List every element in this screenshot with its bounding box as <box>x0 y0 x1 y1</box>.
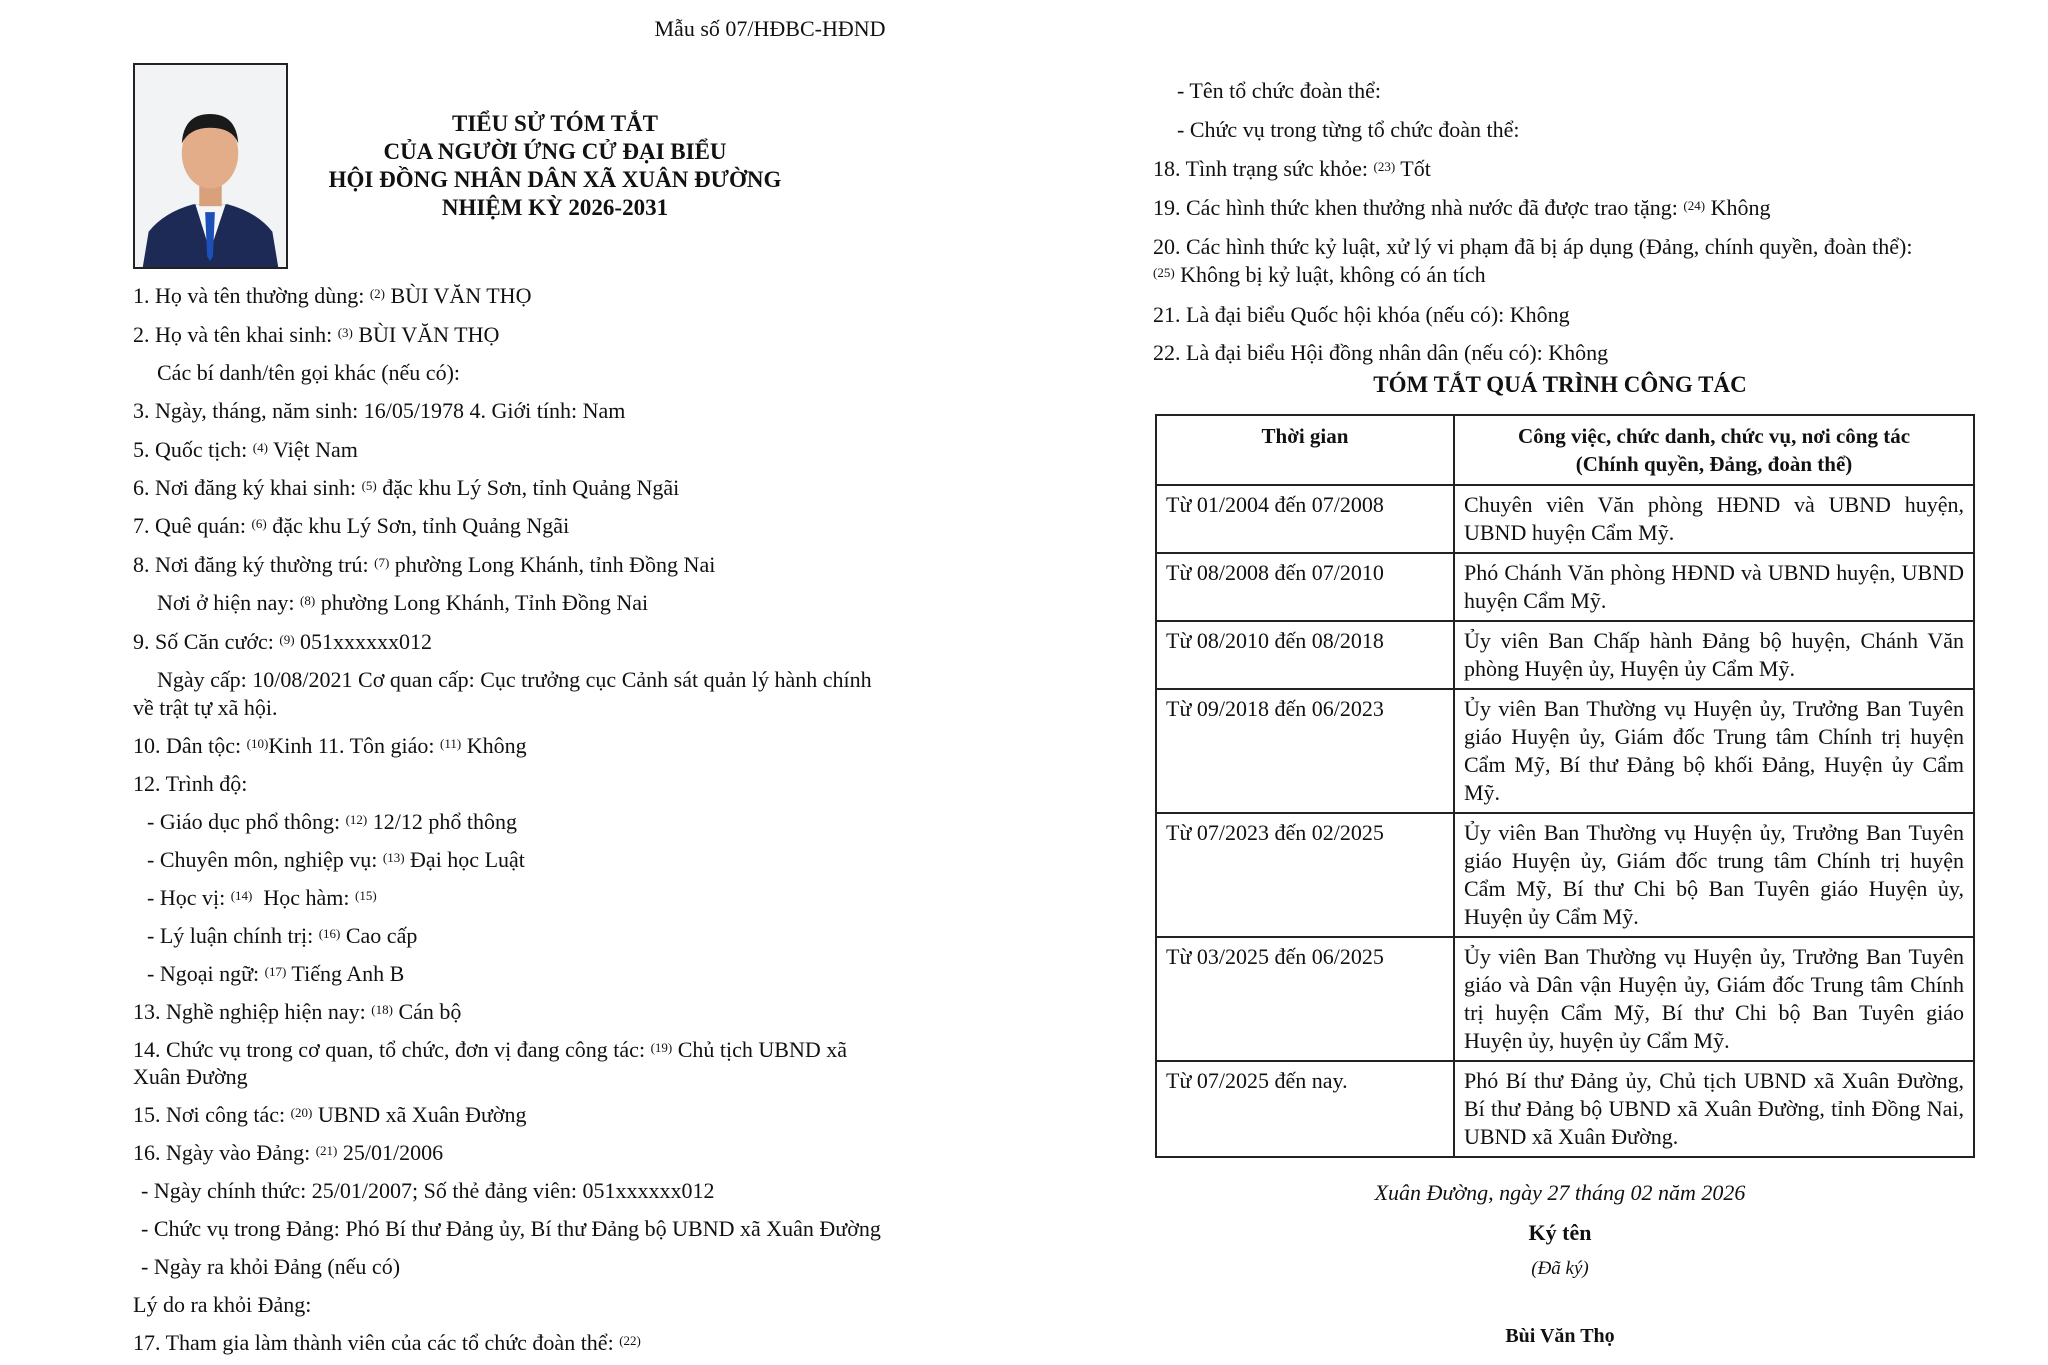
field-party-position: - Chức vụ trong Đảng: Phó Bí thư Đảng ủy, Bí thư Đảng bộ UBND xã Xuân Đường <box>141 1216 881 1241</box>
signature-place-date: Xuân Đường, ngày 27 tháng 02 năm 2026 <box>1374 1180 1746 1205</box>
work-history-table <box>1155 414 1975 1158</box>
table-row <box>1156 553 1974 621</box>
signature-note: (Đã ký) <box>1531 1258 1589 1279</box>
field-foreign-language: - Ngoại ngữ: $^{(17)}$ Tiếng Anh B <box>147 961 405 986</box>
header-description: Công việc, chức danh, chức vụ, nơi công tác (Chính quyền, Đảng, đoàn thể) <box>1454 415 1974 485</box>
table-row <box>1156 485 1974 553</box>
field-birth-name: 2. Họ và tên khai sinh: $^{(3)}$ BÙI VĂN THỌ <box>133 322 500 347</box>
field-birthdate-gender: 3. Ngày, tháng, năm sinh: 16/05/1978 4. Giới tính: Nam <box>133 398 626 423</box>
field-discipline: 20. Các hình thức kỷ luật, xử lý vi phạm đã bị áp dụng (Đảng, chính quyền, đoàn thể): <box>1153 234 1913 259</box>
table-row <box>1156 689 1974 813</box>
field-common-name: 1. Họ và tên thường dùng: $^{(2)}$ BÙI VĂN THỌ <box>133 283 532 308</box>
row-period: Từ 01/2004 đến 07/2008 <box>1156 485 1454 553</box>
signature-name: Bùi Văn Thọ <box>1505 1325 1615 1347</box>
title-line: NHIỆM KỲ 2026-2031 <box>441 195 669 220</box>
row-period: Từ 07/2025 đến nay. <box>1156 1061 1454 1157</box>
title-line: HỘI ĐỒNG NHÂN DÂN XÃ XUÂN ĐƯỜNG <box>328 167 782 192</box>
title-line: CỦA NGƯỜI ỨNG CỬ ĐẠI BIỂU <box>383 139 727 164</box>
form-code: Mẫu số 07/HĐBC-HĐND <box>654 16 886 41</box>
field-awards: 19. Các hình thức khen thưởng nhà nước đã được trao tặng: $^{(24)}$ Không <box>1153 195 1771 220</box>
row-description: Ủy viên Ban Thường vụ Huyện ủy, Trưởng Ban Tuyên giáo Huyện ủy, Giám đốc Trung tâm Chính trị huyện Cẩm Mỹ, Bí thư Đảng bộ khối Đảng, Huyện ủy Cẩm Mỹ. <box>1454 689 1974 813</box>
table-row <box>1156 1061 1974 1157</box>
field-party-official-date: - Ngày chính thức: 25/01/2007; Số thẻ đảng viên: 051xxxxxx012 <box>141 1178 715 1203</box>
row-period: Từ 03/2025 đến 06/2025 <box>1156 937 1454 1061</box>
field-id-issue: Ngày cấp: 10/08/2021 Cơ quan cấp: Cục trưởng cục Cảnh sát quản lý hành chính <box>157 667 872 692</box>
field-organization-name: - Tên tổ chức đoàn thể: <box>1177 78 1381 103</box>
field-ethnicity-religion: 10. Dân tộc: $^{(10)}$Kinh 11. Tôn giáo: $^{(11)}$ Không <box>133 733 527 758</box>
field-organization-role: - Chức vụ trong từng tổ chức đoàn thể: <box>1177 117 1520 142</box>
field-education: 12. Trình độ: <box>133 771 248 796</box>
field-degree: - Học vị: $^{(14)}$ Học hàm: $^{(15)}$ <box>147 885 377 910</box>
field-national-assembly: 21. Là đại biểu Quốc hội khóa (nếu có): Không <box>1153 302 1570 327</box>
portrait-image <box>135 65 286 267</box>
header-period: Thời gian <box>1156 415 1454 485</box>
field-occupation: 13. Nghề nghiệp hiện nay: $^{(18)}$ Cán bộ <box>133 999 462 1024</box>
field-id-number: 9. Số Căn cước: $^{(9)}$ 051xxxxxx012 <box>133 629 433 654</box>
field-position: 14. Chức vụ trong cơ quan, tổ chức, đơn vị đang công tác: $^{(19)}$ Chủ tịch UBND xã <box>133 1037 847 1062</box>
field-current-residence: Nơi ở hiện nay: $^{(8)}$ phường Long Khánh, Tỉnh Đồng Nai <box>157 590 649 615</box>
row-description: Ủy viên Ban Chấp hành Đảng bộ huyện, Chánh Văn phòng Huyện ủy, Huyện ủy Cẩm Mỹ. <box>1454 621 1974 689</box>
row-description: Phó Bí thư Đảng ủy, Chủ tịch UBND xã Xuân Đường, Bí thư Đảng bộ UBND xã Xuân Đường, tỉnh Đồng Nai, UBND xã Xuân Đường. <box>1454 1061 1974 1157</box>
row-description: Chuyên viên Văn phòng HĐND và UBND huyện, UBND huyện Cẩm Mỹ. <box>1454 485 1974 553</box>
field-party-leave-reason: Lý do ra khỏi Đảng: <box>133 1292 312 1317</box>
field-specialty: - Chuyên môn, nghiệp vụ: $^{(13)}$ Đại học Luật <box>147 847 525 872</box>
field-permanent-residence: 8. Nơi đăng ký thường trú: $^{(7)}$ phường Long Khánh, tỉnh Đồng Nai <box>133 552 716 577</box>
field-party-leave-date: - Ngày ra khỏi Đảng (nếu có) <box>141 1254 401 1279</box>
field-birth-registration: 6. Nơi đăng ký khai sinh: $^{(5)}$ đặc khu Lý Sơn, tỉnh Quảng Ngãi <box>133 475 680 500</box>
table-header-row <box>1156 415 1974 485</box>
field-general-education: - Giáo dục phổ thông: $^{(12)}$ 12/12 phổ thông <box>147 809 517 834</box>
row-description: Phó Chánh Văn phòng HĐND và UBND huyện, UBND huyện Cẩm Mỹ. <box>1454 553 1974 621</box>
field-discipline-value: $^{(25)}$ Không bị kỷ luật, không có án tích <box>1153 262 1486 287</box>
row-period: Từ 08/2010 đến 08/2018 <box>1156 621 1454 689</box>
row-period: Từ 09/2018 đến 06/2023 <box>1156 689 1454 813</box>
work-history-title: TÓM TẮT QUÁ TRÌNH CÔNG TÁC <box>1373 372 1747 397</box>
document-title <box>300 110 810 222</box>
row-period: Từ 08/2008 đến 07/2010 <box>1156 553 1454 621</box>
field-political-theory: - Lý luận chính trị: $^{(16)}$ Cao cấp <box>147 923 418 948</box>
field-organizations: 17. Tham gia làm thành viên của các tổ chức đoàn thể: $^{(22)}$ <box>133 1330 641 1355</box>
field-hometown: 7. Quê quán: $^{(6)}$ đặc khu Lý Sơn, tỉnh Quảng Ngãi <box>133 513 570 538</box>
candidate-photo <box>133 63 288 269</box>
field-nationality: 5. Quốc tịch: $^{(4)}$ Việt Nam <box>133 437 358 462</box>
table-row <box>1156 937 1974 1061</box>
table-row <box>1156 813 1974 937</box>
title-line: TIỂU SỬ TÓM TẮT <box>452 111 658 136</box>
field-id-issue-cont: về trật tự xã hội. <box>133 695 278 720</box>
row-description: Ủy viên Ban Thường vụ Huyện ủy, Trưởng Ban Tuyên giáo và Dân vận Huyện ủy, Giám đốc Trung tâm Chính trị huyện Cẩm Mỹ, Bí thư Chi bộ Ban Tuyên giáo Huyện ủy, huyện ủy Cẩm Mỹ. <box>1454 937 1974 1061</box>
field-aliases: Các bí danh/tên gọi khác (nếu có): <box>157 360 461 385</box>
table-row <box>1156 621 1974 689</box>
field-workplace: 15. Nơi công tác: $^{(20)}$ UBND xã Xuân Đường <box>133 1102 527 1127</box>
field-peoples-council: 22. Là đại biểu Hội đồng nhân dân (nếu có): Không <box>1153 340 1609 365</box>
field-party-join-date: 16. Ngày vào Đảng: $^{(21)}$ 25/01/2006 <box>133 1140 444 1165</box>
field-position-cont: Xuân Đường <box>133 1064 248 1089</box>
signature-label: Ký tên <box>1528 1220 1592 1245</box>
row-period: Từ 07/2023 đến 02/2025 <box>1156 813 1454 937</box>
row-description: Ủy viên Ban Thường vụ Huyện ủy, Trưởng Ban Tuyên giáo Huyện ủy, Giám đốc trung tâm Chính trị huyện Cẩm Mỹ, Bí thư Chi bộ Ban Tuyên giáo Huyện ủy, Huyện ủy Cẩm Mỹ. <box>1454 813 1974 937</box>
field-health: 18. Tình trạng sức khỏe: $^{(23)}$ Tốt <box>1153 156 1431 181</box>
